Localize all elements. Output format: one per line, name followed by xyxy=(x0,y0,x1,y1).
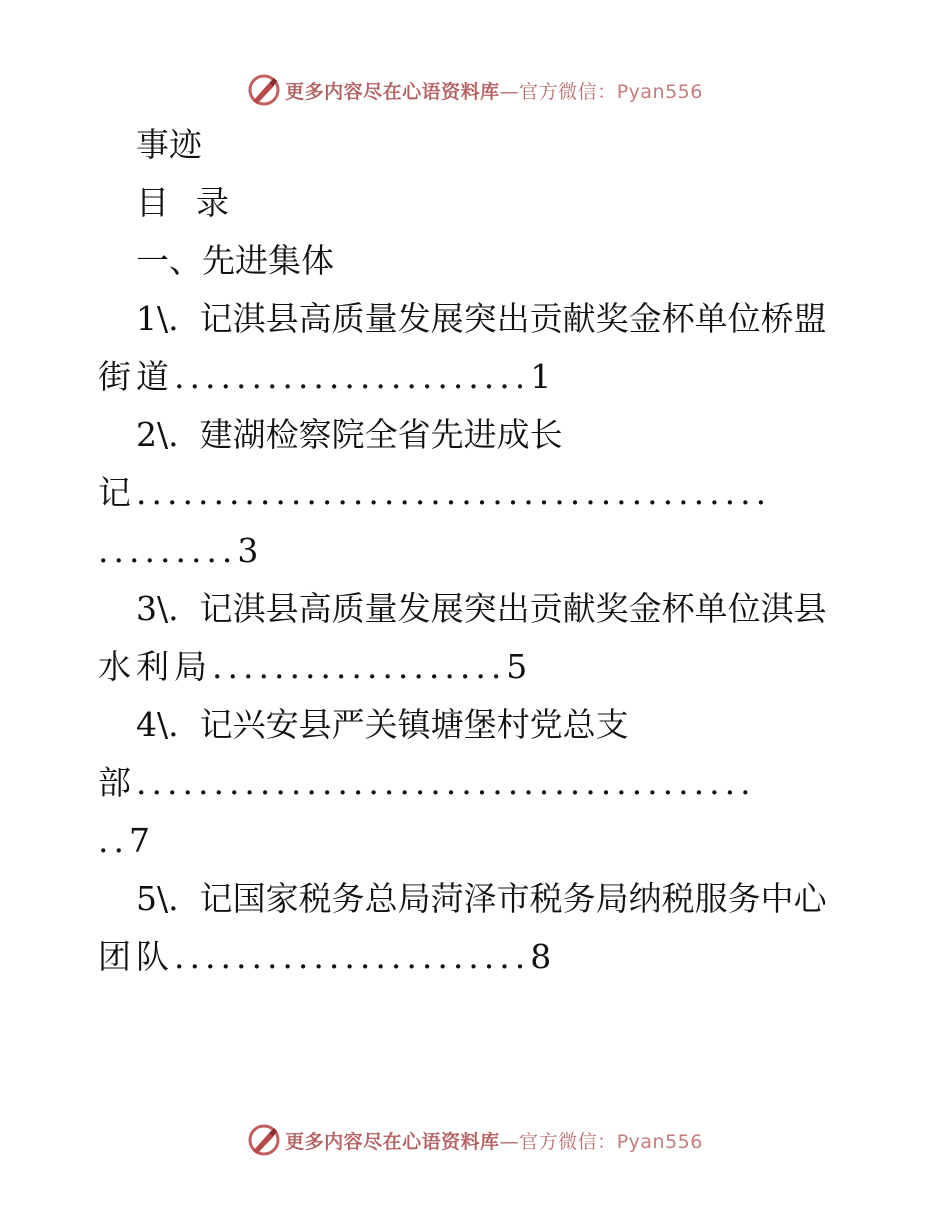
section-advanced-collective: 一、先进集体 xyxy=(136,241,334,280)
toc-entry-5-title[interactable]: 5\. 记国家税务总局菏泽市税务局纳税服务中心 xyxy=(136,879,827,918)
toc-entry-1-title[interactable]: 1\. 记淇县高质量发展突出贡献奖金杯单位桥盟 xyxy=(136,299,827,338)
watermark-dash: — xyxy=(499,1130,520,1153)
watermark-text xyxy=(285,1127,703,1154)
toc-entry-3-title[interactable]: 3\. 记淇县高质量发展突出贡献奖金杯单位淇县 xyxy=(136,589,827,628)
pen-logo-icon xyxy=(247,73,281,107)
footer-watermark xyxy=(0,1120,950,1160)
pen-logo-icon xyxy=(247,1123,281,1157)
toc-entry-2-leader[interactable]: 记......................................... xyxy=(98,473,772,512)
heading-shiji: 事迹 xyxy=(136,125,202,164)
toc-entry-4-title[interactable]: 4\. 记兴安县严关镇塘堡村党总支 xyxy=(136,705,629,744)
watermark-latin: Pyan556 xyxy=(616,1130,703,1153)
watermark-dash: — xyxy=(499,80,520,103)
toc-entry-2-title[interactable]: 2\. 建湖检察院全省先进成长 xyxy=(136,415,563,454)
watermark-bold: 更多内容尽在心语资料库 xyxy=(285,80,500,103)
toc-entry-1-leader[interactable]: 街道.......................1 xyxy=(98,357,557,396)
toc-entry-4-leader[interactable]: 部........................................ xyxy=(98,763,756,802)
toc-entry-3-leader[interactable]: 水利局...................5 xyxy=(98,647,533,686)
watermark-rest: 官方微信： xyxy=(519,80,617,103)
watermark-latin: Pyan556 xyxy=(616,80,703,103)
toc-entry-4-leader-cont[interactable]: ..7 xyxy=(98,821,155,860)
toc-entry-5-leader[interactable]: 团队.......................8 xyxy=(98,937,557,976)
toc-entry-2-leader-cont[interactable]: .........3 xyxy=(98,531,264,570)
watermark-text xyxy=(285,77,703,104)
watermark-bold: 更多内容尽在心语资料库 xyxy=(285,1130,500,1153)
header-watermark xyxy=(0,70,950,110)
heading-mulu: 目 录 xyxy=(136,183,231,222)
watermark-rest: 官方微信： xyxy=(519,1130,617,1153)
